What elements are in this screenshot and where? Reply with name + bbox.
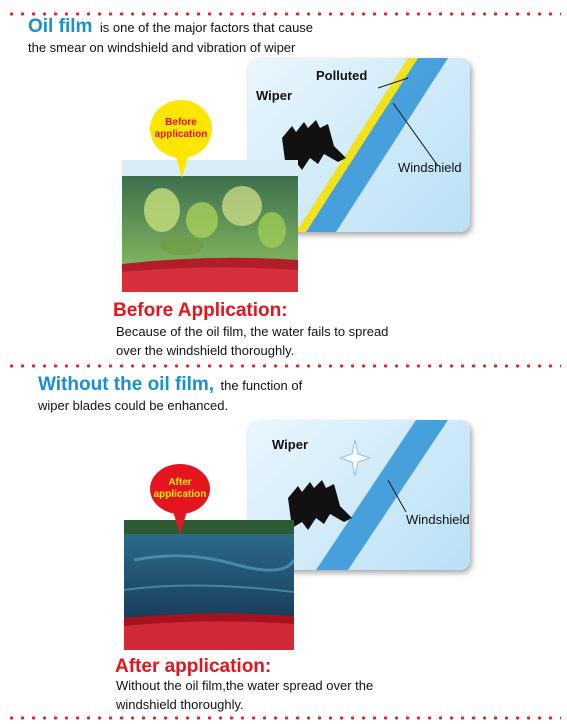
before-bubble-tail [168,150,198,180]
before-wiper-label: Wiper [256,88,292,103]
before-car-photo [122,160,298,292]
middle-divider [6,364,561,368]
after-bubble-tail [166,508,196,538]
middle-line2: wiper blades could be enhanced. [38,398,229,413]
intro-line1: is one of the major factors that cause [99,20,314,35]
intro-keyword: Oil film [28,16,93,37]
intro-line2: the smear on windshield and vibration of wiper [28,40,296,55]
after-title: After application: [115,656,272,677]
before-line1: Because of the oil film, the water fails to spread [116,324,389,339]
sparkle-icon [340,440,370,476]
before-windshield-label: Windshield [398,160,462,175]
intro-block [28,16,313,38]
middle-line1: the function of [220,378,303,393]
after-windshield-label: Windshield [406,512,470,527]
after-wiper-blade-icon [284,478,354,538]
before-bubble-line1: Before [165,117,197,128]
bottom-divider [6,716,561,720]
before-line2: over the windshield thoroughly. [116,343,295,358]
before-bubble-line2: application [154,129,208,140]
after-line2: windshield thoroughly. [116,697,244,712]
after-bubble-line2: application [153,489,207,500]
middle-block [38,374,302,396]
middle-keyword: Without the oil film, [38,374,215,395]
after-bubble [150,464,210,514]
after-wiper-label: Wiper [272,437,308,452]
after-car-photo [124,520,294,650]
before-polluted-label: Polluted [316,68,368,83]
before-title: Before Application: [113,300,288,321]
after-line1: Without the oil film,the water spread over the [116,678,374,693]
after-bubble-line1: After [168,477,192,488]
